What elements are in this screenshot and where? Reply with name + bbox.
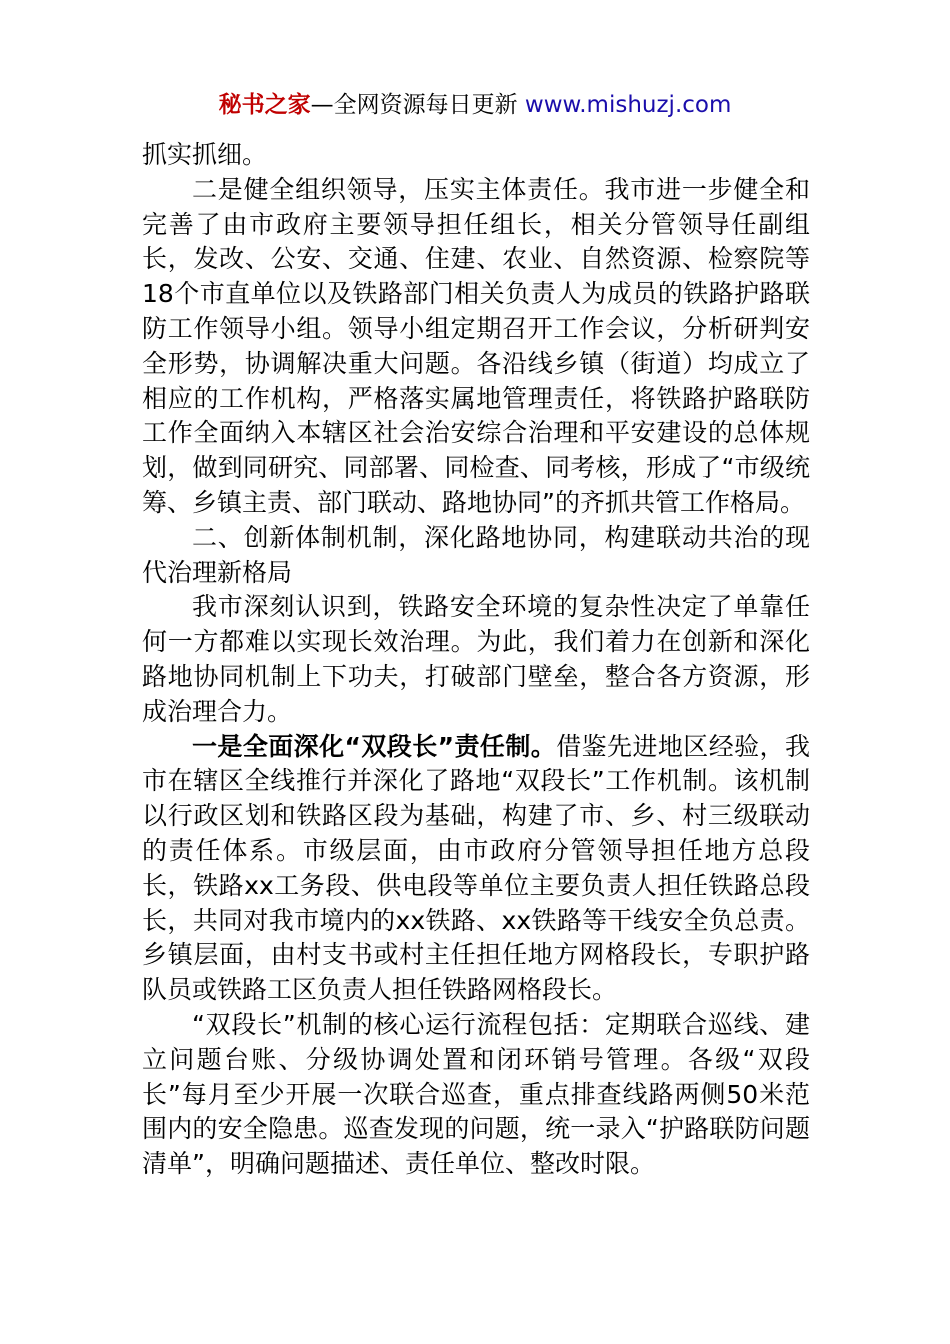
section-heading-2: 二、创新体制机制，深化路地协同，构建联动共治的现代治理新格局	[142, 522, 810, 587]
paragraph-intro: 我市深刻认识到，铁路安全环境的复杂性决定了单靠任何一方都难以实现长效治理。为此，我们着力在创新和深化路地协同机制上下功夫，打破部门壁垒，整合各方资源，形成治理合力。	[142, 592, 810, 726]
paragraph-organization-leadership: 二是健全组织领导，压实主体责任。我市进一步健全和完善了由市政府主要领导担任组长，相关分管领导任副组长，发改、公安、交通、住建、农业、自然资源、检察院等18个市直单位以及铁路部门相关负责人为成员的铁路护路联防工作领导小组。领导小组定期召开工作会议，分析研判安全形势，协调解决重大问题。各沿线乡镇（街道）均成立了相应的工作机构，严格落实属地管理责任，将铁路护路联防工作全面纳入本辖区社会治安综合治理和平安建设的总体规划，做到同研究、同部署、同检查、同考核，形成了“市级统筹、乡镇主责、部门联动、路地协同”的齐抓共管工作格局。	[142, 174, 810, 517]
paragraph-workflow: “双段长”机制的核心运行流程包括：定期联合巡线、建立问题台账、分级协调处置和闭环销号管理。各级“双段长”每月至少开展一次联合巡查，重点排查线路两侧50米范围内的安全隐患。巡查发现的问题，统一录入“护路联防问题清单”，明确问题描述、责任单位、整改时限。	[142, 1009, 810, 1179]
brand-name: 秘书之家	[218, 92, 311, 118]
document-body	[142, 138, 810, 1182]
site-url[interactable]: www.mishuzj.com	[524, 92, 732, 118]
paragraph-continuation: 抓实抓细。	[142, 140, 268, 169]
page-header	[0, 88, 950, 122]
paragraph-double-section-chief	[142, 730, 810, 1008]
paragraph-lead-bold: 一是全面深化“双段长”责任制。	[192, 731, 557, 761]
paragraph-body: 借鉴先进地区经验，我市在辖区全线推行并深化了路地“双段长”工作机制。该机制以行政区划和铁路区段为基础，构建了市、乡、村三级联动的责任体系。市级层面，由市政府分管领导担任地方总段长，铁路xx工务段、供电段等单位主要负责人担任铁路总段长，共同对我市境内的xx铁路、xx铁路等干线安全负总责。乡镇层面，由村支书或村主任担任地方网格段长，专职护路队员或铁路工区负责人担任铁路网格段长。	[142, 731, 810, 1005]
header-tagline: —全网资源每日更新	[310, 92, 525, 118]
